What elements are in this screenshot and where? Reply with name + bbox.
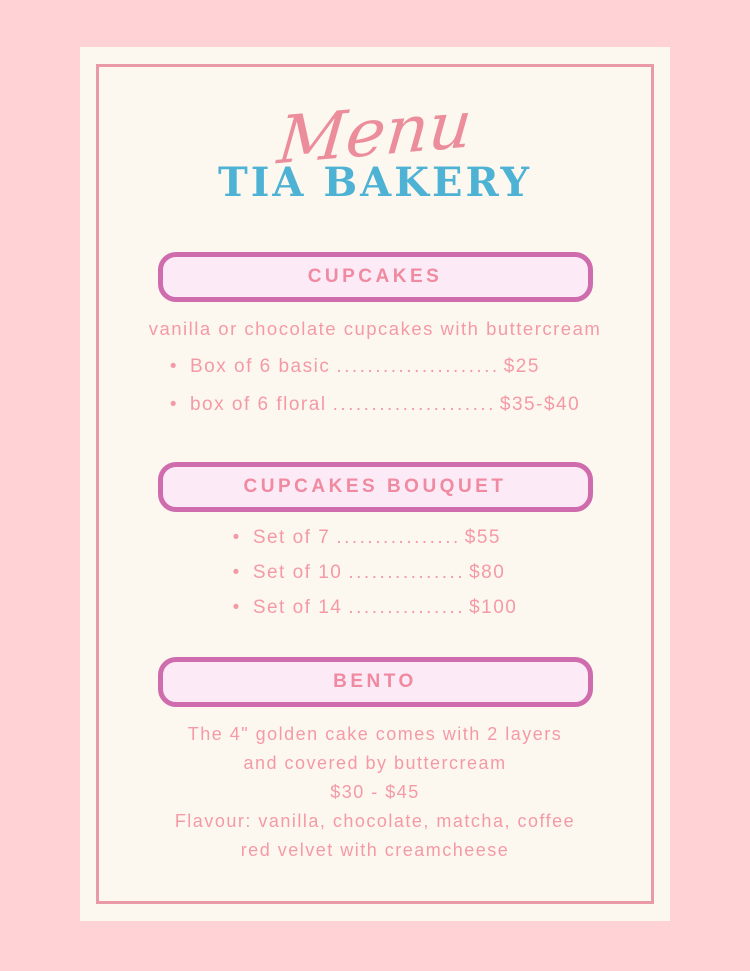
cupcakes-item-list [170, 348, 580, 424]
menu-item [233, 555, 518, 590]
section-header-cupcakes [158, 252, 593, 302]
bento-line: The 4" golden cake comes with 2 layers [187, 724, 563, 744]
item-label: Set of 7 [252, 527, 331, 548]
item-price: $55 [464, 527, 501, 548]
item-label: Set of 10 [252, 562, 343, 583]
item-price: $100 [469, 597, 518, 618]
script-menu-text: Menu [274, 85, 476, 180]
dot-leader: ............... [348, 597, 466, 618]
dot-leader: ..................... [336, 356, 500, 377]
menu-card [80, 47, 670, 921]
bullet-icon: • [169, 356, 178, 377]
item-price: $35-$40 [499, 394, 581, 415]
section-title: CUPCAKES [307, 266, 443, 287]
bento-line: $30 - $45 [330, 782, 420, 802]
dot-leader: ..................... [332, 394, 496, 415]
bento-line: red velvet with creamcheese [240, 840, 510, 860]
item-price: $25 [503, 356, 540, 377]
item-label: box of 6 floral [189, 394, 327, 415]
menu-item [170, 348, 580, 386]
section-header-cupcakes-bouquet [158, 462, 593, 512]
bento-description [80, 720, 670, 865]
bullet-icon: • [232, 527, 241, 548]
item-label: Set of 14 [252, 597, 343, 618]
bento-line: Flavour: vanilla, chocolate, matcha, coffee [174, 811, 576, 831]
bouquet-item-list [233, 520, 518, 625]
menu-content [80, 87, 670, 961]
item-price: $80 [469, 562, 506, 583]
dot-leader: ............... [348, 562, 466, 583]
cupcakes-subtitle: vanilla or chocolate cupcakes with buttercream [148, 318, 602, 339]
section-header-bento [158, 657, 593, 707]
section-title: BENTO [333, 671, 417, 692]
section-title: CUPCAKES BOUQUET [243, 476, 507, 497]
bullet-icon: • [232, 562, 241, 583]
bullet-icon: • [232, 597, 241, 618]
bento-line: and covered by buttercream [243, 753, 507, 773]
item-label: Box of 6 basic [189, 356, 331, 377]
bullet-icon: • [169, 394, 178, 415]
menu-item [233, 590, 518, 625]
menu-item [170, 386, 580, 424]
dot-leader: ................ [336, 527, 461, 548]
menu-item [233, 520, 518, 555]
bakery-title: TIA BAKERY [217, 159, 533, 206]
